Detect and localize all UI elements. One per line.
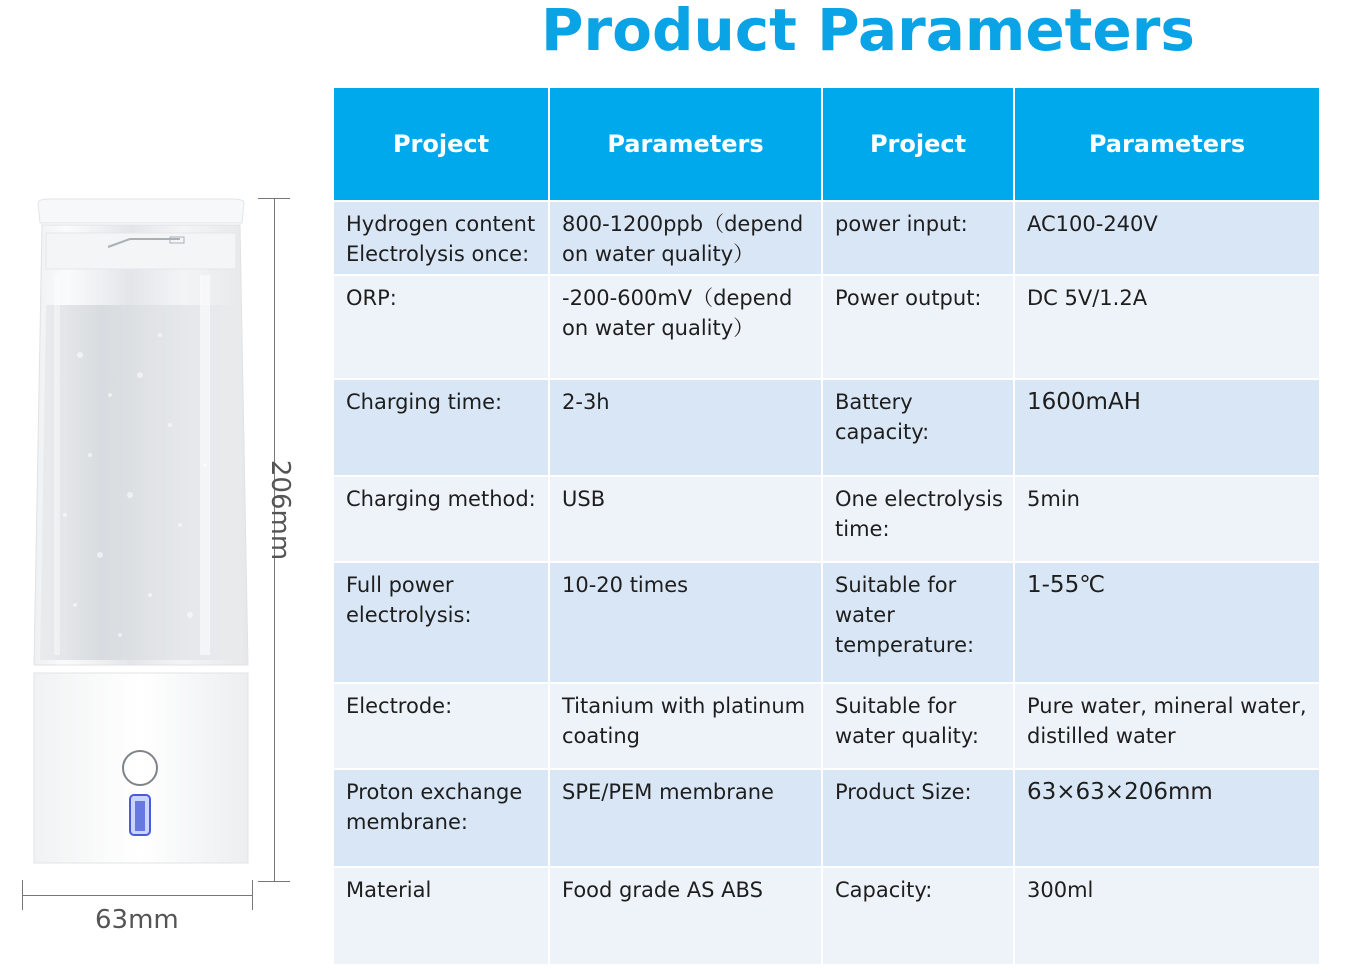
cell-parameter: 5min xyxy=(1014,476,1320,562)
product-image xyxy=(20,195,260,875)
cell-project: Battery capacity: xyxy=(822,379,1014,476)
table-row xyxy=(333,769,1320,867)
cell-parameter: -200-600mV（depend on water quality） xyxy=(549,275,822,379)
cell-project: power input: xyxy=(822,201,1014,275)
table-row xyxy=(333,201,1320,275)
cell-parameter: USB xyxy=(549,476,822,562)
cell-parameter: DC 5V/1.2A xyxy=(1014,275,1320,379)
header-project-1: Project xyxy=(333,87,549,201)
cell-project: Power output: xyxy=(822,275,1014,379)
table-row xyxy=(333,867,1320,965)
cell-project: Hydrogen content Electrolysis once: xyxy=(333,201,549,275)
header-project-2: Project xyxy=(822,87,1014,201)
table-row xyxy=(333,379,1320,476)
cell-project: ORP: xyxy=(333,275,549,379)
cell-project: Suitable for water quality: xyxy=(822,683,1014,769)
table-row xyxy=(333,275,1320,379)
cell-parameter: Titanium with platinum coating xyxy=(549,683,822,769)
cell-parameter: 63×63×206mm xyxy=(1014,769,1320,867)
page-title: Product Parameters xyxy=(541,0,1195,64)
header-parameters-2: Parameters xyxy=(1014,87,1320,201)
cell-parameter: AC100-240V xyxy=(1014,201,1320,275)
hydrogen-water-cup-illustration xyxy=(20,195,260,875)
table-row xyxy=(333,562,1320,683)
table-row xyxy=(333,683,1320,769)
height-dimension-label: 206mm xyxy=(265,459,295,561)
width-dimension-label: 63mm xyxy=(95,905,179,935)
cell-parameter: Food grade AS ABS xyxy=(549,867,822,965)
cell-parameter: 300ml xyxy=(1014,867,1320,965)
cell-project: Full power electrolysis: xyxy=(333,562,549,683)
cell-project: Charging method: xyxy=(333,476,549,562)
table-header-row xyxy=(333,87,1320,201)
table-row xyxy=(333,476,1320,562)
cell-project: Material xyxy=(333,867,549,965)
cell-project: Capacity: xyxy=(822,867,1014,965)
cell-parameter: Pure water, mineral water, distilled water xyxy=(1014,683,1320,769)
cell-parameter: 800-1200ppb（depend on water quality） xyxy=(549,201,822,275)
cell-project: Proton exchange membrane: xyxy=(333,769,549,867)
spec-table xyxy=(332,86,1321,966)
cell-parameter: 1600mAH xyxy=(1014,379,1320,476)
cell-parameter: SPE/PEM membrane xyxy=(549,769,822,867)
cell-project: Product Size: xyxy=(822,769,1014,867)
cell-project: Charging time: xyxy=(333,379,549,476)
header-parameters-1: Parameters xyxy=(549,87,822,201)
cell-project: Suitable for water temperature: xyxy=(822,562,1014,683)
cell-parameter: 2-3h xyxy=(549,379,822,476)
cell-parameter: 10-20 times xyxy=(549,562,822,683)
cell-project: One electrolysis time: xyxy=(822,476,1014,562)
cell-parameter: 1-55℃ xyxy=(1014,562,1320,683)
cell-project: Electrode: xyxy=(333,683,549,769)
